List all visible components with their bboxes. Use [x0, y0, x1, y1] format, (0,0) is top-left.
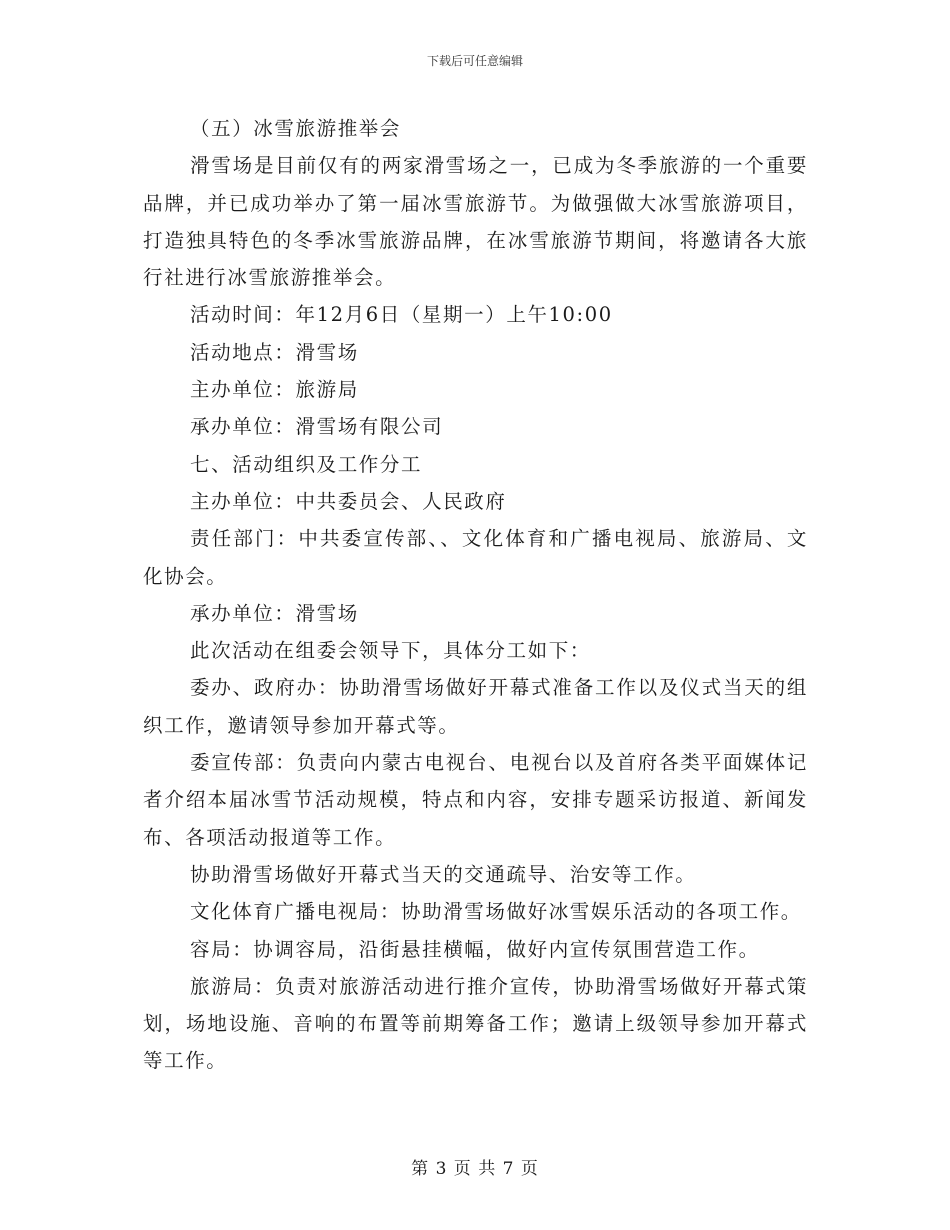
page-number: 第 3 页 共 7 页 [411, 1159, 539, 1179]
undertaking-unit: 承办单位：滑雪场 [190, 601, 359, 625]
paragraph-intro: 滑雪场是目前仅有的两家滑雪场之一，已成为冬季旅游的一个重要品牌，并已成功举办了第一届冰雪旅游节。为做强做大冰雪旅游项目，打造独具特色的冬季冰雪旅游品牌，在冰雪旅游节期间，将邀请各大旅行社进行冰雪旅游推举会。 [143, 154, 808, 290]
duty-government-office: 委办、政府办：协助滑雪场做好开幕式准备工作以及仪式当天的组织工作，邀请领导参加开幕式等。 [143, 676, 808, 737]
co-organizer: 承办单位：滑雪场有限公司 [190, 415, 444, 439]
duty-traffic-security: 协助滑雪场做好开幕式当天的交通疏导、治安等工作。 [190, 862, 697, 886]
organizer: 主办单位：旅游局 [190, 378, 359, 402]
event-location: 活动地点：滑雪场 [190, 340, 359, 364]
section-heading-organization: 七、活动组织及工作分工 [190, 452, 423, 476]
section-heading-ice-snow-promotion: （五）冰雪旅游推举会 [190, 117, 402, 140]
duty-publicity-department: 委宣传部：负责向内蒙古电视台、电视台以及首府各类平面媒体记者介绍本届冰雪节活动规模，特点和内容，安排专题采访报道、新闻发布、各项活动报道等工作。 [143, 751, 808, 849]
event-time: 活动时间：年12月6日（星期一）上午10:00 [190, 303, 613, 327]
duty-tourism-bureau: 旅游局：负责对旅游活动进行推介宣传，协助滑雪场做好开幕式策划，场地设施、音响的布置等前期筹备工作；邀请上级领导参加开幕式等工作。 [143, 974, 808, 1073]
host-units: 主办单位：中共委员会、人民政府 [190, 489, 507, 513]
page-header-note: 下载后可任意编辑 [426, 54, 523, 68]
division-intro: 此次活动在组委会领导下，具体分工如下： [190, 639, 591, 663]
document-body [143, 110, 808, 1080]
duty-culture-sports-bureau: 文化体育广播电视局：协助滑雪场做好冰雪娱乐活动的各项工作。 [190, 900, 802, 924]
duty-city-appearance-bureau: 容局：协调容局，沿街悬挂横幅，做好内宣传氛围营造工作。 [190, 937, 760, 961]
responsible-departments: 责任部门：中共委宣传部、、文化体育和广播电视局、旅游局、文化协会。 [143, 527, 808, 588]
